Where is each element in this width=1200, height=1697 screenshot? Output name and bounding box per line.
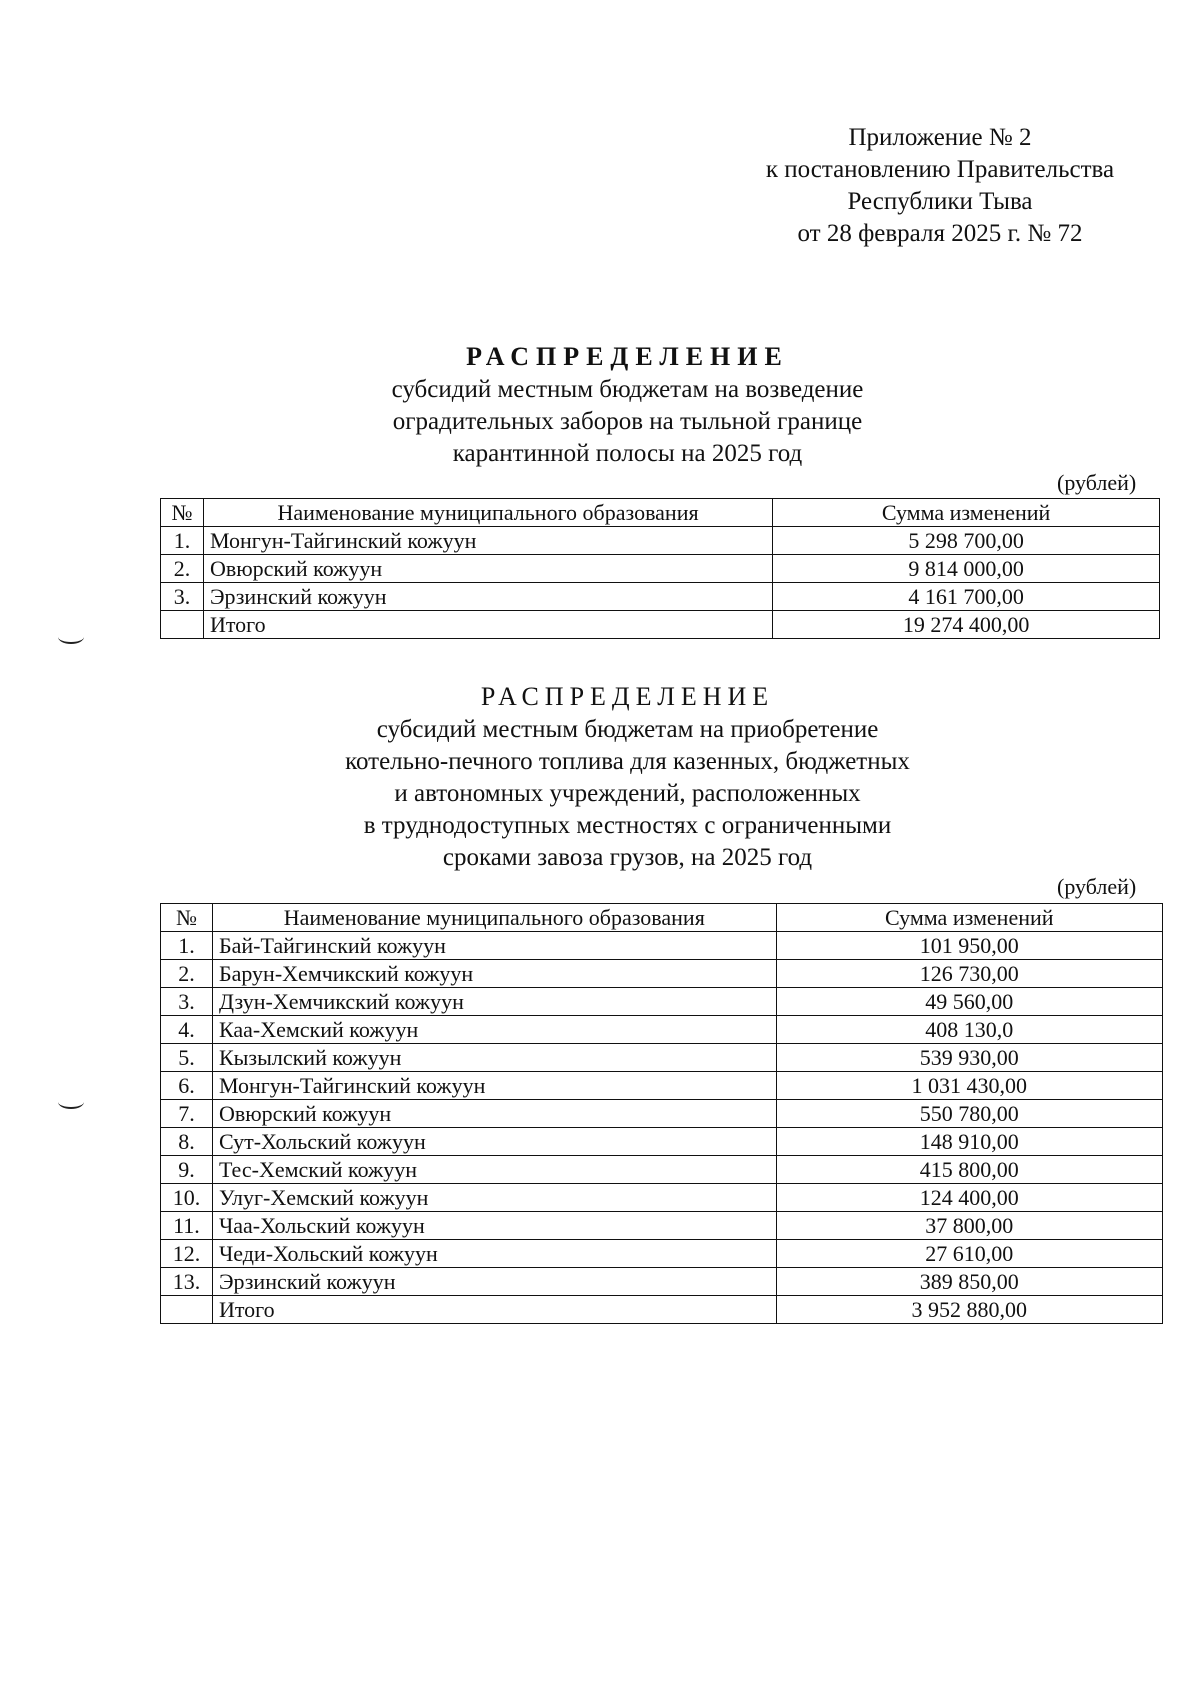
table-row [161,583,1160,611]
row-name: Тес-Хемский кожуун [212,1156,776,1184]
row-number: 3. [161,583,204,611]
row-name: Овюрский кожуун [212,1100,776,1128]
row-sum: 3 952 880,00 [776,1296,1162,1324]
row-sum: 126 730,00 [776,960,1162,988]
table-header-row [161,499,1160,527]
row-number: 6. [161,1072,213,1100]
table-row [161,1044,1163,1072]
table-row [161,555,1160,583]
row-name: Каа-Хемский кожуун [212,1016,776,1044]
table-total-row [161,1296,1163,1324]
row-number [161,611,204,639]
row-sum: 1 031 430,00 [776,1072,1162,1100]
row-name: Овюрский кожуун [203,555,772,583]
row-sum: 408 130,0 [776,1016,1162,1044]
table-row [161,1212,1163,1240]
table-row [161,1156,1163,1184]
section1-subtitle-line: оградительных заборов на тыльной границе [392,408,863,435]
section1-unit: (рублей) [1057,470,1137,495]
row-sum: 19 274 400,00 [773,611,1160,639]
row-number: 3. [161,988,213,1016]
column-header-name: Наименование муниципального образования [203,499,772,527]
row-number: 1. [161,932,213,960]
row-sum: 101 950,00 [776,932,1162,960]
section2-subtitle-line: субсидий местным бюджетам на приобретение [376,716,879,743]
appendix-line-2: к постановлению Правительства [765,156,1115,183]
section2-subtitle-line: в труднодоступных местностях с ограниченными [363,812,892,839]
row-name: Кызылский кожуун [212,1044,776,1072]
row-name: Барун-Хемчикский кожуун [212,960,776,988]
row-sum: 4 161 700,00 [773,583,1160,611]
check-mark [58,630,84,644]
row-number: 10. [161,1184,213,1212]
appendix-header [700,122,1180,250]
row-number: 2. [161,960,213,988]
row-sum: 389 850,00 [776,1268,1162,1296]
row-name: Чаа-Хольский кожуун [212,1212,776,1240]
row-name: Чеди-Хольский кожуун [212,1240,776,1268]
row-number: 9. [161,1156,213,1184]
row-name: Эрзинский кожуун [212,1268,776,1296]
row-number: 13. [161,1268,213,1296]
section1-title [0,340,1200,470]
row-name: Монгун-Тайгинский кожуун [203,527,772,555]
row-number: 7. [161,1100,213,1128]
row-name: Дзун-Хемчикский кожуун [212,988,776,1016]
row-name: Монгун-Тайгинский кожуун [212,1072,776,1100]
table-total-row [161,611,1160,639]
section2-title [0,680,1200,874]
section1-heading: РАСПРЕДЕЛЕНИЕ [466,342,789,371]
row-sum: 148 910,00 [776,1128,1162,1156]
section2-unit: (рублей) [1057,874,1137,899]
row-sum: 415 800,00 [776,1156,1162,1184]
row-number: 2. [161,555,204,583]
row-name: Бай-Тайгинский кожуун [212,932,776,960]
row-sum: 5 298 700,00 [773,527,1160,555]
table-row [161,1100,1163,1128]
column-header-sum: Сумма изменений [776,904,1162,932]
table-row [161,1268,1163,1296]
section2-table [160,903,1163,1324]
table-row [161,932,1163,960]
row-name: Итого [203,611,772,639]
row-number [161,1296,213,1324]
row-sum: 124 400,00 [776,1184,1162,1212]
row-number: 8. [161,1128,213,1156]
column-header-name: Наименование муниципального образования [212,904,776,932]
row-sum: 37 800,00 [776,1212,1162,1240]
section2-subtitle [55,714,1200,874]
appendix-line-3: Республики Тыва [847,188,1033,215]
row-number: 12. [161,1240,213,1268]
row-sum: 49 560,00 [776,988,1162,1016]
table-row [161,1072,1163,1100]
section2-subtitle-line: котельно-печного топлива для казенных, бюджетных [345,748,910,775]
row-name: Улуг-Хемский кожуун [212,1184,776,1212]
table-row [161,1240,1163,1268]
row-name: Эрзинский кожуун [203,583,772,611]
section2-subtitle-line: и автономных учреждений, расположенных [394,780,861,807]
check-mark [58,1095,84,1109]
column-header-number: № [161,499,204,527]
row-number: 1. [161,527,204,555]
row-sum: 27 610,00 [776,1240,1162,1268]
section2-subtitle-line: сроками завоза грузов, на 2025 год [442,844,813,871]
row-sum: 539 930,00 [776,1044,1162,1072]
section1-subtitle [55,374,1200,470]
row-number: 11. [161,1212,213,1240]
table-row [161,1128,1163,1156]
section1-subtitle-line: карантинной полосы на 2025 год [452,440,803,467]
table-row [161,527,1160,555]
appendix-line-4: от 28 февраля 2025 г. № 72 [797,220,1083,247]
table-header-row [161,904,1163,932]
row-number: 4. [161,1016,213,1044]
appendix-line-1: Приложение № 2 [848,124,1032,151]
row-name: Итого [212,1296,776,1324]
table-row [161,1016,1163,1044]
table-row [161,1184,1163,1212]
table-row [161,988,1163,1016]
section2-heading: РАСПРЕДЕЛЕНИЕ [480,682,775,711]
row-number: 5. [161,1044,213,1072]
column-header-number: № [161,904,213,932]
row-sum: 9 814 000,00 [773,555,1160,583]
section1-subtitle-line: субсидий местным бюджетам на возведение [391,376,864,403]
row-name: Сут-Хольский кожуун [212,1128,776,1156]
column-header-sum: Сумма изменений [773,499,1160,527]
section1-table [160,498,1160,639]
row-sum: 550 780,00 [776,1100,1162,1128]
table-row [161,960,1163,988]
